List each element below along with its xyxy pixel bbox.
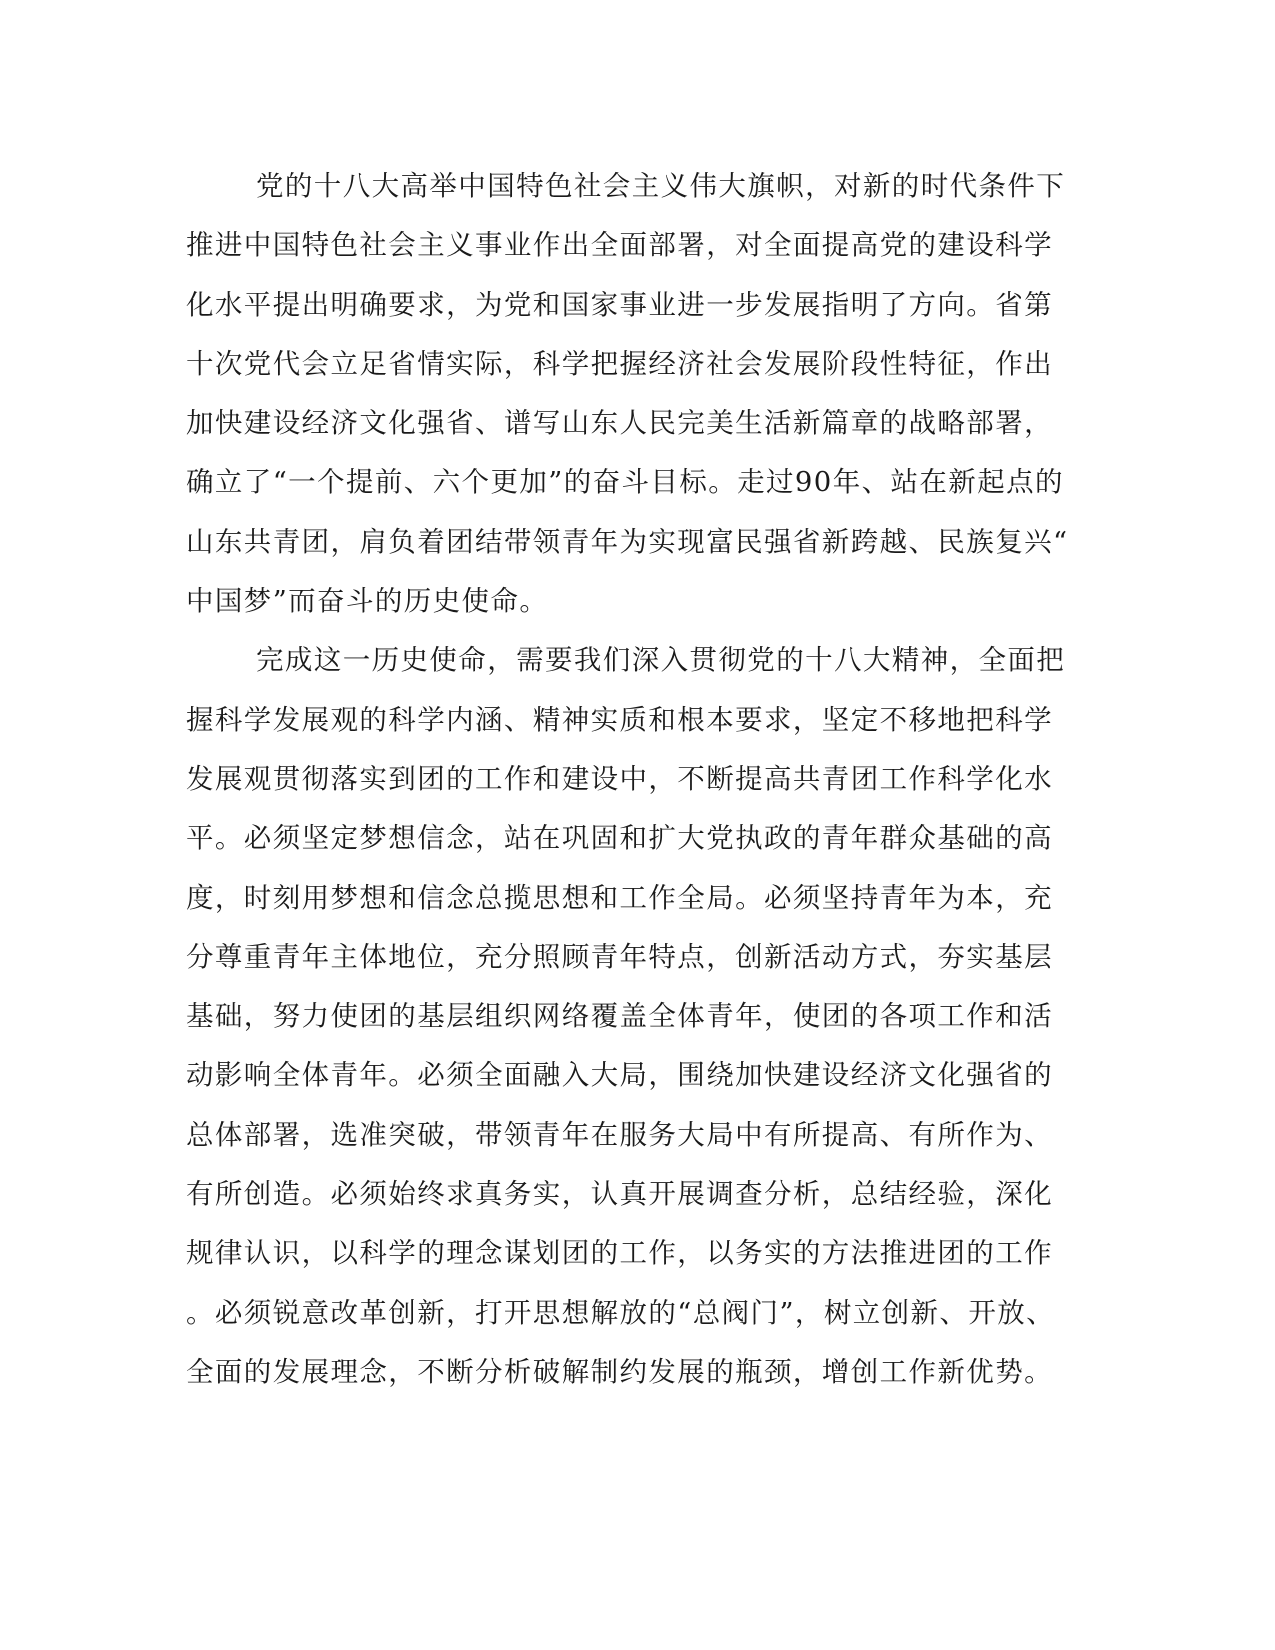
text-line: 完成这一历史使命，需要我们深入贯彻党的十八大精神，全面把 bbox=[256, 644, 1066, 677]
text-line: 规律认识，以科学的理念谋划团的工作，以务实的方法推进团的工作 bbox=[186, 1237, 1053, 1270]
text-line: 确立了“一个提前、六个更加”的奋斗目标。走过90年、站在新起点的 bbox=[186, 466, 1064, 499]
paragraph-1 bbox=[186, 157, 1069, 631]
text-line: 加快建设经济文化强省、谱写山东人民完美生活新篇章的战略部署， bbox=[186, 407, 1053, 440]
text-line: 中国梦”而奋斗的历史使命。 bbox=[186, 585, 549, 618]
paragraph-2 bbox=[186, 631, 1066, 1402]
text-line: 发展观贯彻落实到团的工作和建设中，不断提高共青团工作科学化水 bbox=[186, 762, 1053, 795]
text-line: 总体部署，选准突破，带领青年在服务大局中有所提高、有所作为、 bbox=[186, 1118, 1053, 1151]
text-line: 分尊重青年主体地位，充分照顾青年特点，创新活动方式，夯实基层 bbox=[186, 940, 1053, 973]
text-line: 平。必须坚定梦想信念，站在巩固和扩大党执政的青年群众基础的高 bbox=[186, 822, 1053, 855]
text-line: 基础，努力使团的基层组织网络覆盖全体青年，使团的各项工作和活 bbox=[186, 1000, 1053, 1033]
text-line: 十次党代会立足省情实际，科学把握经济社会发展阶段性特征，作出 bbox=[186, 347, 1053, 380]
text-line: 有所创造。必须始终求真务实，认真开展调查分析，总结经验，深化 bbox=[186, 1178, 1053, 1211]
text-line: 度，时刻用梦想和信念总揽思想和工作全局。必须坚持青年为本，充 bbox=[186, 881, 1053, 914]
text-line: 全面的发展理念，不断分析破解制约发展的瓶颈，增创工作新优势。 bbox=[186, 1355, 1053, 1388]
text-line: 动影响全体青年。必须全面融入大局，围绕加快建设经济文化强省的 bbox=[186, 1059, 1053, 1092]
text-line: 推进中国特色社会主义事业作出全面部署，对全面提高党的建设科学 bbox=[186, 229, 1053, 262]
text-line: 握科学发展观的科学内涵、精神实质和根本要求，坚定不移地把科学 bbox=[186, 703, 1053, 736]
body-text bbox=[186, 157, 1069, 1402]
text-line: 党的十八大高举中国特色社会主义伟大旗帜，对新的时代条件下 bbox=[256, 170, 1066, 202]
text-line: 。必须锐意改革创新，打开思想解放的“总阀门”，树立创新、开放、 bbox=[186, 1296, 1056, 1329]
text-line: 化水平提出明确要求，为党和国家事业进一步发展指明了方向。省第 bbox=[186, 288, 1053, 321]
text-line: 山东共青团，肩负着团结带领青年为实现富民强省新跨越、民族复兴“ bbox=[186, 525, 1069, 558]
